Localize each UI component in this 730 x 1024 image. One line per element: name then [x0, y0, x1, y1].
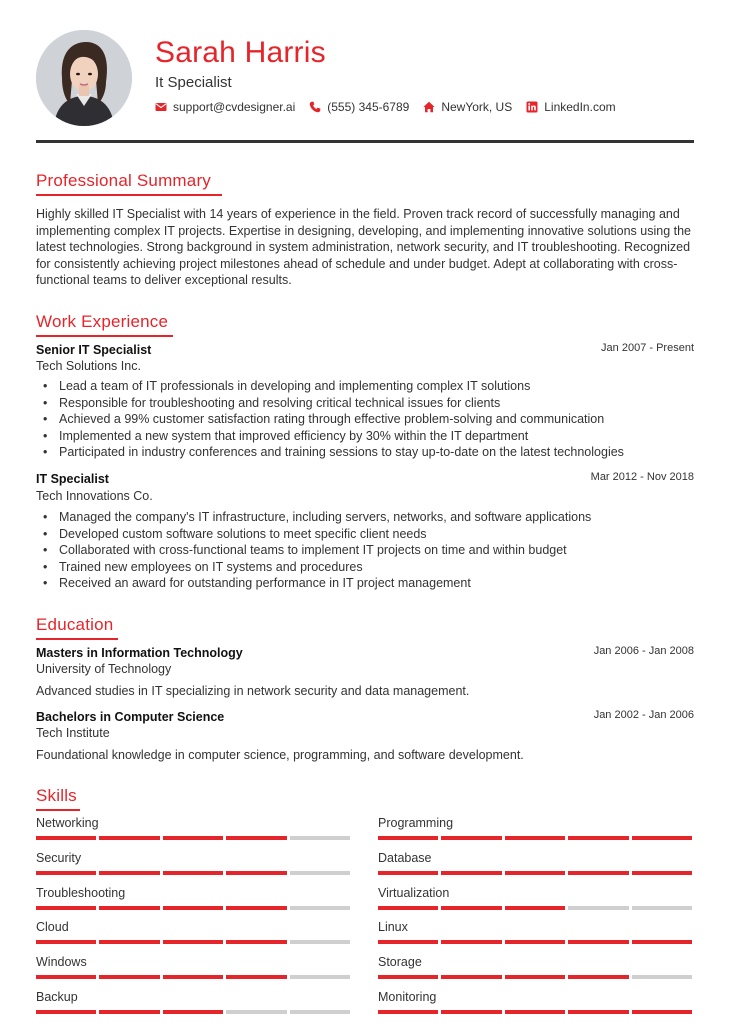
skill-level-segment-filled: [226, 871, 286, 875]
skill-level-meter: [378, 871, 692, 875]
list-item: • Collaborated with cross-functional teams to implement IT projects on time and within budget: [36, 542, 696, 559]
skill-level-segment-filled: [378, 940, 438, 944]
skill-level-segment-filled: [99, 975, 159, 979]
skill-name: Virtualization: [378, 885, 450, 900]
profile-photo-icon: [36, 30, 132, 126]
skill-name: Monitoring: [378, 990, 437, 1004]
skill-name: Security: [36, 850, 82, 865]
summary-text: Highly skilled IT Specialist with 14 years of experience in the field. Proven track record of successfully managing and implementing complex IT projects. Expertise in designing, developing, and implementing innovative solutions using the latest technologies. Strong background in system administration, network security, and IT troubleshooting. Recognized for consistently achieving project milestones ahead of schedule and under budget. Adept at collaborating with cross-functional teams to deliver exceptional results.: [36, 207, 691, 287]
candidate-name: Sarah Harris: [155, 36, 326, 69]
skill-level-segment-filled: [632, 940, 692, 944]
skill-level-segment-filled: [568, 975, 628, 979]
skill-level-segment-empty: [290, 1010, 350, 1014]
education-heading: [36, 615, 113, 635]
skill-level-segment-filled: [632, 1010, 692, 1014]
skill-level-segment-empty: [290, 975, 350, 979]
skill-level-segment-filled: [505, 906, 565, 910]
experience-heading: [36, 312, 168, 332]
skill-level-meter: [36, 975, 350, 979]
list-item: • Implemented a new system that improved efficiency by 30% within the IT department: [36, 428, 696, 445]
skill-level-segment-filled: [441, 940, 501, 944]
skill-level-segment-filled: [441, 871, 501, 875]
skill-level-segment-empty: [568, 906, 628, 910]
home-icon: [423, 101, 435, 113]
job-dates-1: Jan 2007 - Present: [601, 342, 694, 354]
job-company-1: Tech Solutions Inc.: [36, 359, 141, 373]
contact-location: [423, 100, 512, 114]
skill-level-segment-filled: [632, 836, 692, 840]
skill-item: [378, 920, 692, 950]
skill-item: [378, 851, 692, 881]
skill-level-meter: [36, 906, 350, 910]
summary-heading-text: Professional Summary: [36, 171, 212, 190]
contact-phone[interactable]: [309, 100, 409, 114]
degree-2: Bachelors in Computer Science: [36, 710, 225, 724]
skill-level-segment-filled: [505, 940, 565, 944]
skill-level-segment-filled: [505, 1010, 565, 1014]
skill-name: Windows: [36, 955, 87, 970]
skills-heading: [36, 786, 77, 806]
skill-level-segment-filled: [36, 940, 96, 944]
skill-level-segment-filled: [226, 975, 286, 979]
skills-heading-text: Skills: [36, 786, 77, 805]
skill-item: [36, 816, 350, 846]
list-item: • Achieved a 99% customer satisfaction rating through effective problem-solving and communication: [36, 411, 696, 428]
job-company-2: Tech Innovations Co.: [36, 489, 153, 503]
contact-phone-text: (555) 345-6789: [327, 100, 410, 114]
degree-dates-2: Jan 2002 - Jan 2006: [593, 709, 694, 721]
skill-level-segment-filled: [163, 871, 223, 875]
job-bullets-2: [36, 509, 696, 592]
skill-level-segment-empty: [290, 940, 350, 944]
skill-name: Linux: [378, 920, 408, 935]
skill-level-segment-filled: [441, 836, 501, 840]
skill-name: Programming: [378, 816, 454, 830]
skill-name: Networking: [36, 816, 99, 830]
skill-level-segment-empty: [632, 975, 692, 979]
skill-item: [36, 955, 350, 985]
skill-level-segment-filled: [441, 975, 501, 979]
list-item: • Responsible for troubleshooting and resolving critical technical issues for clients: [36, 395, 696, 412]
list-item: • Participated in industry conferences and training sessions to stay up-to-date on the latest technologies: [36, 444, 696, 461]
skill-level-segment-filled: [36, 836, 96, 840]
list-item: • Managed the company's IT infrastructure, including servers, networks, and software applications: [36, 509, 696, 526]
skill-item: [36, 990, 350, 1020]
job-title-2: IT Specialist: [36, 472, 109, 486]
degree-description-2: Foundational knowledge in computer science, programming, and software development.: [36, 748, 524, 762]
skill-level-segment-filled: [568, 1010, 628, 1014]
skill-level-meter: [36, 940, 350, 944]
skill-level-segment-filled: [568, 836, 628, 840]
skill-level-segment-filled: [632, 871, 692, 875]
skill-level-segment-filled: [36, 871, 96, 875]
skill-level-segment-empty: [290, 836, 350, 840]
skill-level-meter: [378, 1010, 692, 1014]
list-item: • Received an award for outstanding performance in IT project management: [36, 575, 696, 592]
skill-level-segment-filled: [505, 836, 565, 840]
skill-level-segment-filled: [163, 1010, 223, 1014]
skill-name: Cloud: [36, 920, 69, 935]
skill-level-segment-filled: [163, 906, 223, 910]
skill-level-segment-filled: [505, 975, 565, 979]
skill-level-segment-filled: [36, 1010, 96, 1014]
candidate-title: It Specialist: [155, 74, 232, 91]
skill-level-segment-filled: [226, 906, 286, 910]
skill-level-segment-filled: [378, 906, 438, 910]
skill-level-segment-filled: [568, 871, 628, 875]
linkedin-icon: [526, 101, 538, 113]
skill-item: [378, 816, 692, 846]
skill-level-meter: [378, 836, 692, 840]
skill-name: Database: [378, 850, 432, 865]
school-2: Tech Institute: [36, 726, 110, 740]
contact-email[interactable]: [155, 100, 295, 114]
skill-level-segment-filled: [441, 906, 501, 910]
job-dates-2: Mar 2012 - Nov 2018: [590, 471, 694, 483]
skill-level-segment-filled: [163, 836, 223, 840]
contact-linkedin[interactable]: [526, 100, 615, 114]
skill-level-segment-filled: [378, 836, 438, 840]
skill-level-segment-empty: [226, 1010, 286, 1014]
skill-level-segment-filled: [99, 906, 159, 910]
skill-level-segment-empty: [290, 871, 350, 875]
avatar: [36, 30, 132, 126]
skill-level-segment-filled: [36, 906, 96, 910]
skill-item: [378, 955, 692, 985]
job-title-1: Senior IT Specialist: [36, 343, 152, 357]
skill-name: Troubleshooting: [36, 885, 126, 900]
skill-level-segment-filled: [226, 940, 286, 944]
education-heading-text: Education: [36, 615, 114, 634]
summary-heading: [36, 171, 211, 191]
contact-email-text: support@cvdesigner.ai: [173, 100, 296, 114]
skill-level-segment-filled: [568, 940, 628, 944]
degree-description-1: Advanced studies in IT specializing in network security and data management.: [36, 684, 470, 698]
skill-item: [378, 990, 692, 1020]
skill-level-meter: [378, 975, 692, 979]
contact-linkedin-text: LinkedIn.com: [544, 100, 616, 114]
degree-dates-1: Jan 2006 - Jan 2008: [593, 645, 694, 657]
skill-name: Storage: [378, 955, 422, 970]
skill-level-segment-filled: [505, 871, 565, 875]
skill-level-segment-filled: [99, 871, 159, 875]
summary-heading-underline: [36, 194, 222, 196]
experience-heading-underline: [36, 335, 173, 337]
skills-heading-underline: [36, 809, 80, 811]
resume-header: [36, 30, 694, 142]
skill-name: Backup: [36, 990, 78, 1004]
skill-level-segment-empty: [290, 906, 350, 910]
skill-level-segment-filled: [36, 975, 96, 979]
experience-heading-text: Work Experience: [36, 312, 169, 331]
skill-level-segment-filled: [99, 1010, 159, 1014]
degree-1: Masters in Information Technology: [36, 646, 243, 660]
skill-item: [36, 920, 350, 950]
skill-level-meter: [378, 940, 692, 944]
skill-level-meter: [378, 906, 692, 910]
phone-icon: [309, 101, 321, 113]
skill-level-segment-filled: [441, 1010, 501, 1014]
skill-level-segment-filled: [163, 975, 223, 979]
skill-level-segment-filled: [99, 836, 159, 840]
list-item: • Lead a team of IT professionals in developing and implementing complex IT solutions: [36, 378, 696, 395]
list-item: • Trained new employees on IT systems and procedures: [36, 559, 696, 576]
skill-level-segment-filled: [99, 940, 159, 944]
envelope-icon: [155, 101, 167, 113]
school-1: University of Technology: [36, 662, 172, 676]
skill-item: [36, 886, 350, 916]
skill-level-segment-filled: [163, 940, 223, 944]
skill-level-meter: [36, 1010, 350, 1014]
skill-level-meter: [36, 871, 350, 875]
list-item: • Developed custom software solutions to meet specific client needs: [36, 526, 696, 543]
skill-item: [378, 886, 692, 916]
contact-list: [155, 100, 616, 114]
skill-level-segment-filled: [226, 836, 286, 840]
skill-level-meter: [36, 836, 350, 840]
skill-level-segment-empty: [632, 906, 692, 910]
skill-level-segment-filled: [378, 1010, 438, 1014]
contact-location-text: NewYork, US: [441, 100, 513, 114]
skill-level-segment-filled: [378, 975, 438, 979]
skill-item: [36, 851, 350, 881]
skill-level-segment-filled: [378, 871, 438, 875]
job-bullets-1: [36, 378, 696, 461]
header-divider: [36, 140, 694, 143]
education-heading-underline: [36, 638, 118, 640]
